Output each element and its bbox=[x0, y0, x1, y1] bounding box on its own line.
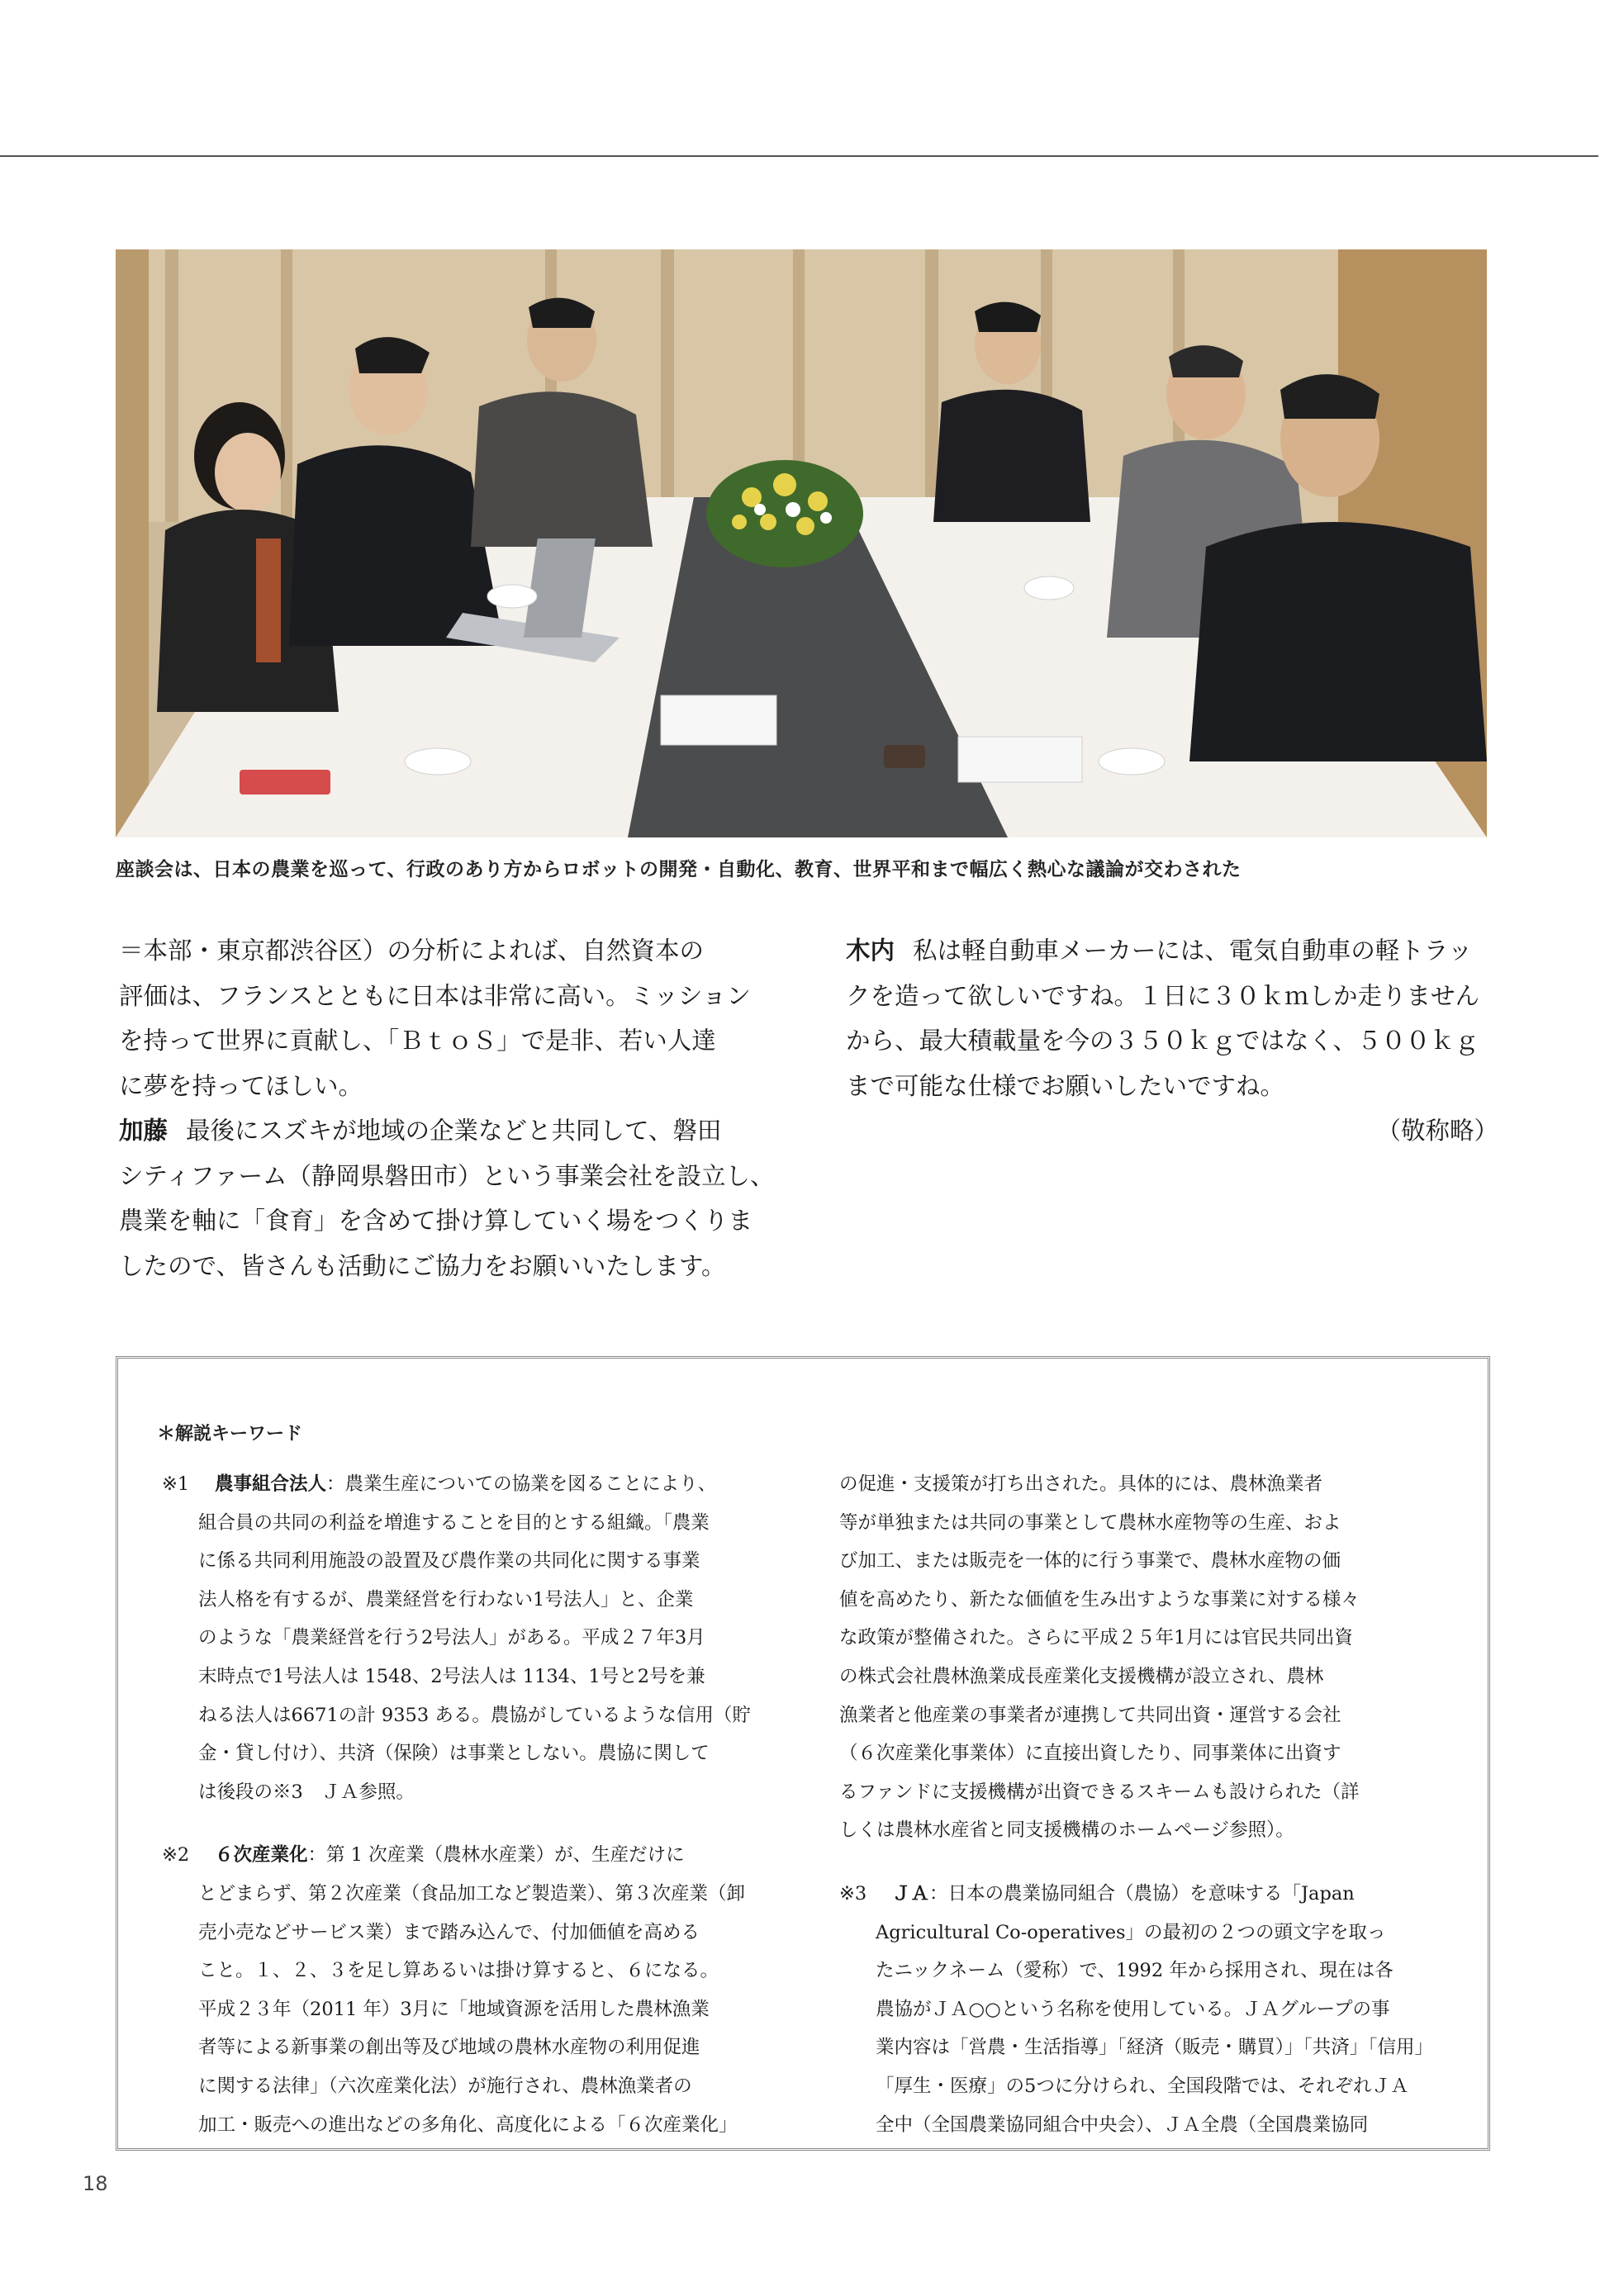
body-text-line: シティファーム（静岡県磐田市）という事業会社を設立し、 bbox=[119, 1161, 775, 1190]
note-text: ：第 1 次産業（農林水産業）が、生産だけに bbox=[307, 1844, 685, 1867]
note-spacer bbox=[839, 1850, 1450, 1875]
note-spacer bbox=[162, 1811, 773, 1836]
body-text-line: ＝本部・東京都渋谷区）の分析によれば、自然資本の bbox=[119, 937, 705, 965]
body-text-line: したので、皆さんも活動にご協力をお願いいたします。 bbox=[119, 1251, 726, 1280]
note-text-line: 加工・販売への進出などの多角化、高度化による「６次産業化」 bbox=[198, 2113, 738, 2136]
note-text-line: 値を高めたり、新たな価値を生み出すような事業に対する様々 bbox=[839, 1588, 1360, 1611]
note-text-line: の株式会社農林漁業成長産業化支援機構が設立され、農林 bbox=[839, 1665, 1324, 1687]
note-text-line: は後段の※3 ＪＡ参照。 bbox=[198, 1781, 415, 1803]
body-text-line: まで可能な仕様でお願いしたいですね。 bbox=[846, 1071, 1285, 1100]
keyword-right-column bbox=[839, 1465, 1450, 2144]
note-text-line: たニックネーム（愛称）で、1992 年から採用され、現在は各 bbox=[876, 1960, 1393, 1982]
body-text-line: クを造って欲しいですね。１日に３０ｋｍしか走りません bbox=[846, 981, 1480, 1010]
body-text-line: を持って世界に貢献し、「ＢｔｏＳ」で是非、若い人達 bbox=[119, 1027, 716, 1055]
note-text-line: 平成２３年（2011 年）3月に「地域資源を活用した農林漁業 bbox=[198, 1998, 710, 2020]
note-text-line: のような「農業経営を行う2号法人」がある。平成２７年3月 bbox=[198, 1627, 705, 1649]
note-text-line: しくは農林水産省と同支援機構のホームページ参照）。 bbox=[839, 1819, 1294, 1842]
note-term: ＪＡ bbox=[892, 1882, 930, 1905]
note-mark: ※2 bbox=[162, 1844, 190, 1867]
note-text-line: るファンドに支援機構が出資できるスキームも設けられた（詳 bbox=[839, 1781, 1360, 1803]
body-left-column bbox=[119, 928, 775, 1288]
note-text-line: とどまらず、第２次産業（食品加工など製造業）、第３次産業（卸 bbox=[198, 1882, 745, 1905]
roundtable-photo bbox=[116, 249, 1487, 837]
note-text-line: に関する法律」（六次産業化法）が施行され、農林漁業者の bbox=[198, 2075, 692, 2097]
note-mark: ※3 bbox=[839, 1882, 867, 1905]
keyword-left-column bbox=[162, 1465, 773, 2144]
note-text: ：日本の農業協同組合（農協）を意味する「Japan bbox=[929, 1882, 1355, 1905]
note-text-line: 売小売などサービス業）まで踏み込んで、付加価値を高める bbox=[198, 1921, 700, 1943]
body-text-line: 評価は、フランスとともに日本は非常に高い。ミッション bbox=[119, 981, 751, 1010]
note-heading bbox=[162, 1836, 773, 1875]
photo-caption: 座談会は、日本の農業を巡って、行政のあり方からロボットの開発・自動化、教育、世界平和まで幅広く熱心な議論が交わされた bbox=[116, 859, 1242, 880]
note-text-line: の促進・支援策が打ち出された。具体的には、農林漁業者 bbox=[839, 1473, 1323, 1495]
note-text-line: な政策が整備された。さらに平成２５年1月には官民共同出資 bbox=[839, 1627, 1353, 1649]
note-text-line: 「厚生・医療」の5つに分けられ、全国段階では、それぞれＪＡ bbox=[876, 2075, 1409, 2097]
body-right-column bbox=[846, 928, 1498, 1154]
note-text-line: 農協がＪＡ○○という名称を使用している。ＪＡグループの事 bbox=[876, 1998, 1390, 2020]
note-text-line: （６次産業化事業体）に直接出資したり、同事業体に出資す bbox=[839, 1743, 1341, 1765]
note-text-line: 漁業者と他産業の事業者が連携して共同出資・運営する会社 bbox=[839, 1704, 1341, 1726]
body-text: 私は軽自動車メーカーには、電気自動車の軽トラッ bbox=[913, 937, 1473, 965]
note-text-line: に係る共同利用施設の設置及び農作業の共同化に関する事業 bbox=[198, 1550, 700, 1573]
note-text: ：農業生産についての協業を図ることにより、 bbox=[326, 1473, 717, 1495]
body-text-line: 農業を軸に「食育」を含めて掛け算していく場をつくりま bbox=[119, 1207, 753, 1235]
keyword-box-title: ＊解説キーワード bbox=[157, 1424, 303, 1444]
note-heading bbox=[839, 1875, 1450, 1914]
note-text-line: 業内容は「営農・生活指導」「経済（販売・購買）」「共済」「信用」 bbox=[876, 2037, 1434, 2059]
note-text-line: 組合員の共同の利益を増進することを目的とする組織。「農業 bbox=[198, 1511, 710, 1534]
header-rule bbox=[0, 155, 1598, 157]
note-text-line: 者等による新事業の創出等及び地域の農林水産物の利用促進 bbox=[198, 2037, 700, 2059]
speaker-line bbox=[846, 928, 1498, 974]
body-text-line: に夢を持ってほしい。 bbox=[119, 1071, 363, 1100]
note-text-line: Agricultural Co-operatives」の最初の２つの頭文字を取っ bbox=[876, 1921, 1386, 1943]
note-mark: ※1 bbox=[162, 1473, 190, 1495]
note-text-line: こと。１、２、３を足し算あるいは掛け算すると、６になる。 bbox=[198, 1960, 719, 1982]
note-text-line: び加工、または販売を一体的に行う事業で、農林水産物の価 bbox=[839, 1550, 1341, 1573]
page-number: 18 bbox=[83, 2172, 108, 2195]
speaker-name-kiuchi: 木内 bbox=[846, 937, 895, 965]
body-text-line: から、最大積載量を今の３５０ｋｇではなく、５００ｋｇ bbox=[846, 1027, 1479, 1055]
honorific-note: （敬称略） bbox=[1376, 1117, 1498, 1145]
speaker-name-kato: 加藤 bbox=[119, 1117, 169, 1145]
note-text-line: 全中（全国農業協同組合中央会）、ＪＡ全農（全国農業協同 bbox=[876, 2113, 1369, 2136]
note-term: 農事組合法人 bbox=[215, 1473, 327, 1495]
note-text-line: 金・貸し付け）、共済（保険）は事業としない。農協に関して bbox=[198, 1743, 710, 1765]
note-term: ６次産業化 bbox=[215, 1844, 308, 1867]
note-text-line: 末時点で1号法人は 1548、2号法人は 1134、1号と2号を兼 bbox=[198, 1665, 705, 1687]
note-heading bbox=[162, 1465, 773, 1504]
speaker-line bbox=[119, 1108, 772, 1154]
note-text-line: ねる法人は6671の計 9353 ある。農協がしているような信用（貯 bbox=[198, 1704, 751, 1726]
note-text-line: 等が単独または共同の事業として農林水産物等の生産、およ bbox=[839, 1511, 1341, 1534]
note-text-line: 法人格を有するが、農業経営を行わない1号法人」と、企業 bbox=[198, 1588, 694, 1611]
body-text: 最後にスズキが地域の企業などと共同して、磐田 bbox=[186, 1117, 722, 1145]
